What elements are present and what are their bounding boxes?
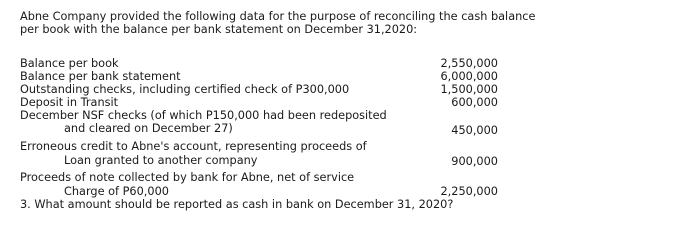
item-deposit-in-transit-amount: 600,000 xyxy=(451,96,498,109)
item-proceeds-of-note-label-cont: Charge of P60,000 xyxy=(64,185,169,198)
item-balance-per-bank-label: Balance per bank statement xyxy=(20,70,181,83)
item-erroneous-credit-amount: 900,000 xyxy=(451,155,498,168)
item-erroneous-credit-label-cont: Loan granted to another company xyxy=(64,154,258,167)
item-erroneous-credit-label: Erroneous credit to Abne's account, representing proceeds of xyxy=(20,140,367,153)
question-3: 3. What amount should be reported as cash in bank on December 31, 2020? xyxy=(20,198,454,211)
item-deposit-in-transit-label: Deposit in Transit xyxy=(20,96,119,109)
item-proceeds-of-note-label: Proceeds of note collected by bank for Abne, net of service xyxy=(20,171,355,184)
intro-line-2: per book with the balance per bank statement on December 31,2020: xyxy=(20,23,418,36)
item-nsf-checks-amount: 450,000 xyxy=(451,124,498,137)
item-outstanding-checks-amount: 1,500,000 xyxy=(440,83,498,96)
item-balance-per-bank-amount: 6,000,000 xyxy=(440,70,498,83)
item-balance-per-book-amount: 2,550,000 xyxy=(440,57,498,70)
intro-line-1: Abne Company provided the following data for the purpose of reconciling the cash balance xyxy=(20,10,536,23)
item-nsf-checks-label: December NSF checks (of which P150,000 had been redeposited xyxy=(20,109,387,122)
item-balance-per-book-label: Balance per book xyxy=(20,57,119,70)
item-proceeds-of-note-amount: 2,250,000 xyxy=(440,185,498,198)
item-outstanding-checks-label: Outstanding checks, including certified check of P300,000 xyxy=(20,83,350,96)
item-nsf-checks-label-cont: and cleared on December 27) xyxy=(64,122,233,135)
